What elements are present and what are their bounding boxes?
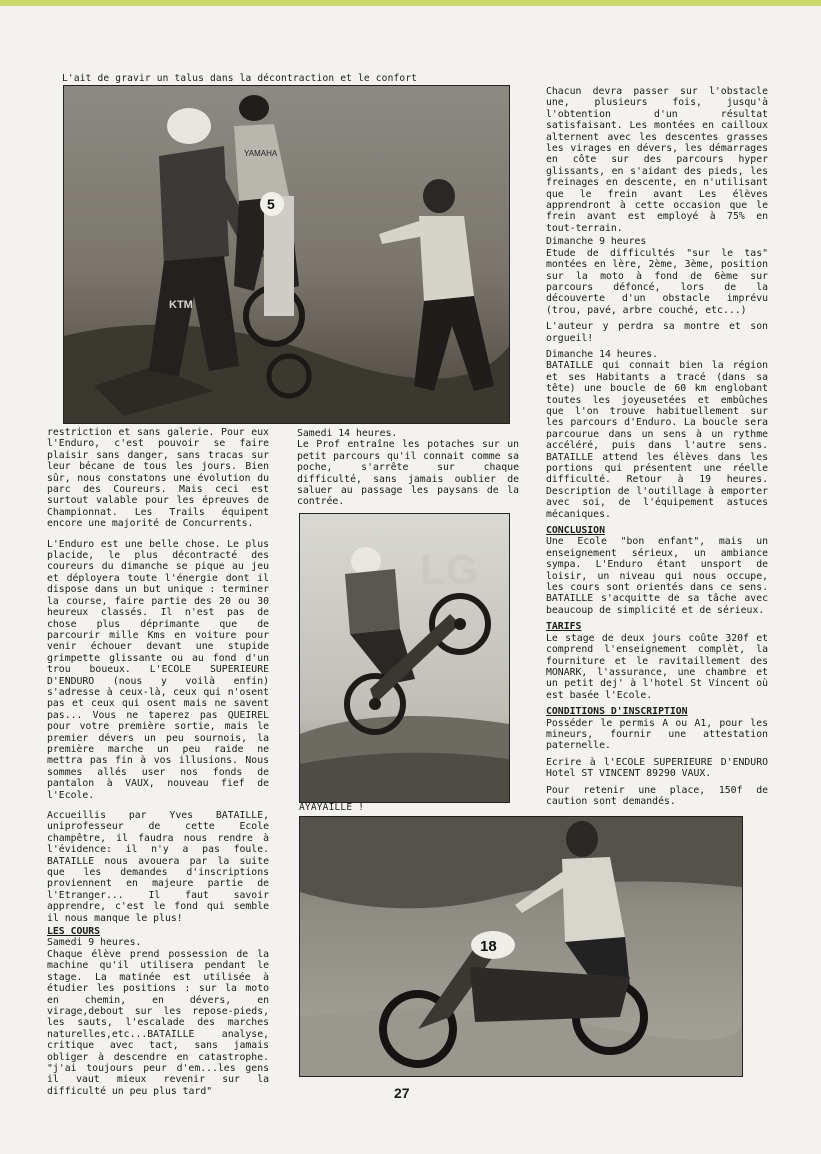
text-column-middle — [297, 428, 519, 517]
photo-instruction-scene — [63, 85, 510, 424]
paragraph: Samedi 9 heures. — [47, 937, 142, 949]
paragraph: Accueillis par Yves BATAILLE, uniprofesseur de cette Ecole champêtre, il faudra nous rendre à l'évidence: il n'y a pas foule. BATAILLE nous avouera par la suite que les demandes d'inscriptions proviennent en majeure partie de l'Etranger... Il faut savoir apprendre, c'est le fond qui semble il nous manque le plus! — [47, 810, 269, 924]
photo-wheelie-jump — [299, 513, 510, 803]
paragraph: Posséder le permis A ou A1, pour les mineurs, fournir une attestation paternelle. — [546, 717, 768, 752]
middle-photo-caption: AYAYAILLE ! — [299, 802, 365, 813]
paragraph: L'Enduro est une belle chose. Le plus placide, le plus décontracté des coureurs du dimanche se pique au jeu et déployera toute l'énergie dont il dispose dans un but unique : terminer la course, faire partie des 20 ou 30 heureux classés. Il n'est pas de chose plus déprimante que de parcourir mille Kms en voiture pour venir échouer devant une stupide grimpette glissante ou au fond d'un trou boueux. L'ECOLE SUPERIEURE D'ENDURO (nous y voilà enfin) s'adresse à ceux-là, ceux qui n'osent pas et ceux qui osent mais ne savent pas... Vous ne taperez pas QUEIREL pour votre première sortie, mais le premier dévers un peu sournois, la première marche un peu raide ne mettra pas fin à vos illusions. Nous sommes allés user nos fonds de pantalon à VAUX, nouveau fief de l'Ecole. — [47, 538, 269, 801]
paragraph: BATAILLE qui connait bien la région et ses Habitants a tracé (dans sa tête) une boucle de 60 km englobant toutes les joyeusetées et embûches que l'on trouve habituellement sur les parcours d'Enduro. La boucle sera parcourue dans un sens à un rythme accéléré, puis dans l'autre sens. BATAILLE attend les élèves dans les portions qui présentent une réelle difficulté. Retour à 19 heures. Description de l'outillage à emporter avec soi, de l'équipement astuces mécaniques. — [546, 360, 768, 520]
photo-rider-image — [300, 817, 742, 1076]
pants-logo-text: KTM — [169, 299, 193, 311]
bib-number-top: 5 — [267, 196, 275, 212]
paragraph: Dimanche 14 heures. — [546, 348, 659, 360]
paragraph: Dimanche 9 heures — [546, 236, 647, 248]
paragraph: Chacun devra passer sur l'obstacle une, plusieurs fois, jusqu'à l'obtention d'un résultat satisfaisant. Les montées en cailloux alternent avec les descentes grasses les virages en dévers, les démarrages en côte sur des parcours hyper glissants, en s'aidant des pieds, les freinages en descente, en n'utilisant que le frein avant Les élèves apprendront à cette occasion que le frein avant est employé à 75% en tout-terrain. — [546, 86, 768, 234]
section-heading-conclusion: CONCLUSION — [546, 525, 605, 537]
paragraph: Pour retenir une place, 150f de caution sont demandés. — [546, 784, 768, 807]
paragraph: Le stage de deux jours coûte 320f et comprend l'enseignement complèt, la fourniture et le ravitaillement des MONARK, l'assurance, une chambre et un petit dej' à l'hotel St Vincent où est basée l'Ecole. — [546, 632, 768, 701]
paragraph: Ecrire à l'ECOLE SUPERIEURE D'ENDURO Hotel ST VINCENT 89290 VAUX. — [546, 756, 768, 780]
paragraph: restriction et sans galerie. Pour eux l'Enduro, c'est pouvoir se faire plaisir sans danger, sans tracas sur leur bécane de tous les jours. Bien sûr, nous constatons une évolution du parc des Coureurs. Mais ceci est surtout valable pour les épreuves de Championnat. Les Trails équipent encore une majorité de Concurrents. — [47, 427, 269, 530]
text-column-right — [546, 86, 768, 816]
paragraph: Une Ecole "bon enfant", mais un enseignement sérieux, un ambiance sympa. L'Enduro étant unsport de loisir, un niveau qui nous occupe, les cours sont orientés dans ce sens. BATAILLE s'acquitte de sa tâche avec beaucoup de simplicité et de sérieux. — [546, 536, 768, 616]
paragraph: Le Prof entraîne les potaches sur un petit parcours qu'il connait comme sa poche, s'arrête sur chaque difficulté, sans jamais oublier de saluer au passage les paysans de la contrée. — [297, 439, 519, 508]
watermark-logo: LG — [420, 546, 479, 593]
page-number: 27 — [394, 1085, 410, 1101]
section-heading-les-cours: LES COURS — [47, 926, 101, 938]
photo-wheelie-image — [300, 514, 509, 802]
text-column-left — [47, 427, 269, 1106]
paragraph: Chaque élève prend possession de la machine qu'il utilisera pendant le stage. La matinée est utilisée à étudier les positions : sur la moto en chemin, en dévers, en virage,debout sur les repose-pieds, les sauts, l'escalade des marches naturelles,etc...BATAILLE analyse, critique avec tact, sans jamais obliger à descendre en catastrophe. "j'ai toujours peur d'em...les gens il vaut mieux revenir sur la difficulté un peu plus tard" — [47, 948, 269, 1097]
paragraph: L'auteur y perdra sa montre et son orgueil! — [546, 321, 768, 344]
photo-rider-track — [299, 816, 743, 1077]
section-heading-tarifs: TARIFS — [546, 621, 582, 633]
paragraph: Samedi 14 heures. — [297, 428, 398, 439]
paragraph: Etude de difficultés "sur le tas" montées en lère, 2ème, 3ème, position sur la moto à fond de 6ème sur parcours défoncé, lors de la découverte d'un obstacle imprévu (trou, pavé, arbre couché, etc...) — [546, 247, 768, 316]
shirt-logo-text: YAMAHA — [244, 149, 278, 158]
photo-instruction-image — [64, 86, 509, 423]
top-border — [0, 0, 821, 6]
bib-number-bottom: 18 — [480, 938, 497, 955]
section-heading-conditions: CONDITIONS D'INSCRIPTION — [546, 706, 688, 718]
top-photo-caption: L'ait de gravir un talus dans la décontraction et le confort — [62, 73, 418, 84]
